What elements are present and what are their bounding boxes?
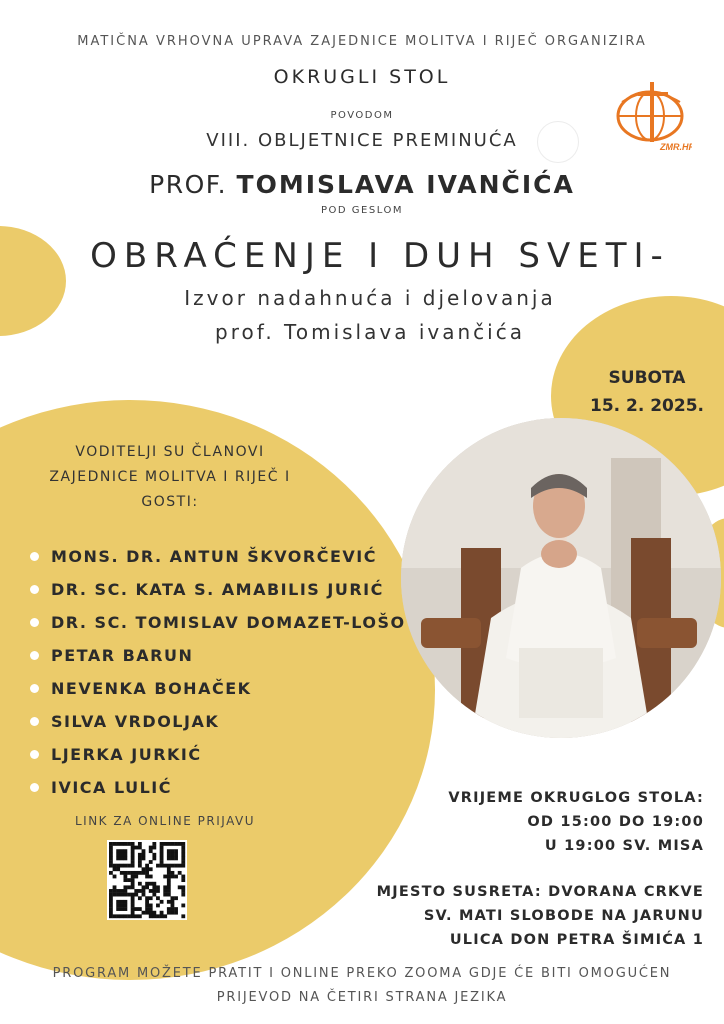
venue-line-1: MJESTO SUSRETA: DVORANA CRKVE [376, 884, 704, 900]
leader-name: IVICA LULIĆ [51, 778, 172, 797]
portrait-illustration [401, 418, 721, 738]
bullet-icon [30, 750, 39, 759]
list-item [30, 540, 406, 573]
leader-name: DR. SC. KATA S. AMABILIS JURIĆ [51, 580, 384, 599]
leaders-intro-line-3: GOSTI: [141, 494, 199, 510]
bullet-icon [30, 618, 39, 627]
bullet-icon [30, 684, 39, 693]
list-item [30, 573, 406, 606]
zmr-logo-icon [612, 80, 692, 156]
schedule-mass: U 19:00 SV. MISA [544, 838, 704, 854]
bullet-icon [30, 585, 39, 594]
bullet-icon [30, 552, 39, 561]
organizer-line: MATIČNA VRHOVNA UPRAVA ZAJEDNICE MOLITVA I RIJEČ ORGANIZIRA [77, 34, 647, 49]
subtitle-line-2: prof. Tomislava ivančića [215, 320, 525, 344]
registration-link-label: LINK ZA ONLINE PRIJAVU [74, 814, 256, 828]
event-day: SUBOTA [608, 368, 686, 388]
leaders-list [30, 540, 406, 804]
povodom-label: POVODOM [330, 110, 394, 121]
professor-line [0, 170, 724, 199]
anniversary-line: VIII. OBLJETNICE PREMINUĆA [206, 130, 518, 151]
leaders-intro-line-2: ZAJEDNICE MOLITVA I RIJEČ I [49, 469, 291, 485]
leaders-intro-line-1: VODITELJI SU ČLANOVI [75, 444, 265, 460]
leader-name: LJERKA JURKIĆ [51, 745, 202, 764]
list-item [30, 705, 406, 738]
list-item [30, 672, 406, 705]
leader-name: DR. SC. TOMISLAV DOMAZET-LOŠO [51, 613, 406, 632]
venue-line-2: SV. MATI SLOBODE NA JARUNU [423, 908, 704, 924]
leader-name: PETAR BARUN [51, 646, 194, 665]
pod-geslom-label: POD GESLOM [321, 205, 403, 216]
schedule-time-range: OD 15:00 DO 19:00 [527, 814, 704, 830]
subtitle-line-1: Izvor nadahnuća i djelovanja [184, 286, 556, 310]
list-item [30, 606, 406, 639]
registration-qr-code[interactable] [107, 840, 187, 920]
qr-code-icon [107, 840, 187, 920]
program-note [0, 962, 724, 1010]
bullet-icon [30, 783, 39, 792]
leader-name: NEVENKA BOHAČEK [51, 679, 252, 698]
list-item [30, 771, 406, 804]
venue-line-3: ULICA DON PETRA ŠIMIĆA 1 [449, 932, 704, 948]
portrait-photo [401, 418, 721, 738]
main-title: OBRAĆENJE I DUH SVETI- [90, 236, 670, 276]
program-note-line-1: PROGRAM MOŽETE PRATIT I ONLINE PREKO ZOOMA GDJE ĆE BITI OMOGUĆEN [52, 966, 672, 981]
bullet-icon [30, 651, 39, 660]
professor-prefix: PROF. [149, 170, 228, 199]
zmr-logo [612, 80, 692, 156]
logo-text: ZMR.HR [660, 142, 692, 152]
venue-block [300, 880, 704, 952]
schedule-label: VRIJEME OKRUGLOG STOLA: [448, 790, 704, 806]
list-item [30, 738, 406, 771]
leaders-intro [30, 440, 310, 515]
event-type: OKRUGLI STOL [273, 66, 451, 88]
event-date-value: 15. 2. 2025. [589, 396, 704, 416]
leader-name: MONS. DR. ANTUN ŠKVORČEVIĆ [51, 547, 377, 566]
list-item [30, 639, 406, 672]
schedule-block [380, 786, 704, 858]
program-note-line-2: PRIJEVOD NA ČETIRI STRANA JEZIKA [216, 990, 508, 1005]
event-date [585, 364, 709, 420]
leader-name: SILVA VRDOLJAK [51, 712, 220, 731]
professor-name: TOMISLAVA IVANČIĆA [236, 170, 575, 199]
bullet-icon [30, 717, 39, 726]
